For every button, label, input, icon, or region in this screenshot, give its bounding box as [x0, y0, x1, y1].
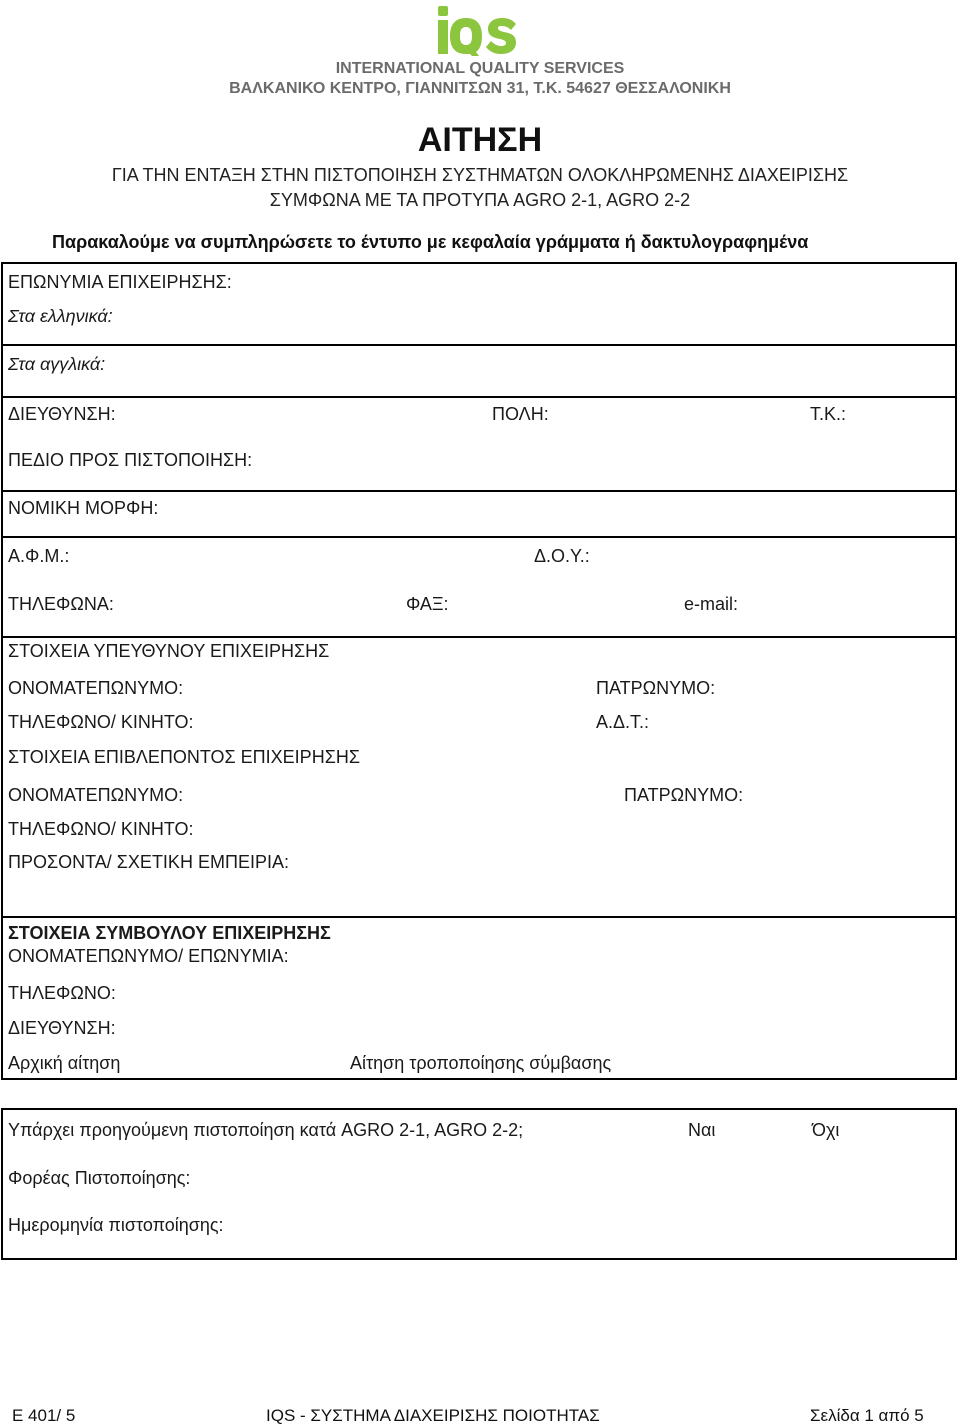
- previous-certification-yes-option[interactable]: Ναι: [688, 1120, 716, 1140]
- vat-number-field[interactable]: Α.Φ.Μ.:: [8, 546, 70, 566]
- responsible-fathers-name-field[interactable]: ΠΑΤΡΩΝΥΜΟ:: [596, 678, 716, 698]
- responsible-phone-field[interactable]: ΤΗΛΕΦΩΝΟ/ ΚΙΝΗΤΟ:: [8, 712, 194, 732]
- divider: [1, 344, 957, 346]
- email-field[interactable]: e-mail:: [684, 594, 739, 614]
- page-number: Σελίδα 1 από 5: [810, 1406, 924, 1425]
- footer-system-name: IQS - ΣΥΣΤΗΜΑ ΔΙΑΧΕΙΡΙΣΗΣ ΠΟΙΟΤΗΤΑΣ: [266, 1406, 600, 1425]
- iqs-logo: [436, 4, 522, 56]
- supervisor-fathers-name-field[interactable]: ΠΑΤΡΩΝΥΜΟ:: [624, 785, 744, 805]
- divider: [1, 636, 957, 638]
- responsible-fullname-field[interactable]: ΟΝΟΜΑΤΕΠΩΝΥΜΟ:: [8, 678, 184, 698]
- certification-scope-field[interactable]: ΠΕΔΙΟ ΠΡΟΣ ΠΙΣΤΟΠΟΙΗΣΗ:: [8, 450, 253, 470]
- form-code: Ε 401/ 5: [12, 1406, 76, 1425]
- supervisor-qualifications-field[interactable]: ΠΡΟΣΟΝΤΑ/ ΣΧΕΤΙΚΗ ΕΜΠΕΙΡΙΑ:: [8, 852, 289, 872]
- consultant-name-field[interactable]: ΟΝΟΜΑΤΕΠΩΝΥΜΟ/ ΕΠΩΝΥΜΙΑ:: [8, 946, 289, 966]
- company-name-greek-field[interactable]: Στα ελληνικά:: [8, 306, 113, 326]
- company-name-english-field[interactable]: Στα αγγλικά:: [8, 354, 106, 374]
- consultant-heading: ΣΤΟΙΧΕΙΑ ΣΥΜΒΟΥΛΟΥ ΕΠΙΧΕΙΡΗΣΗΣ: [8, 923, 331, 943]
- certification-date-field[interactable]: Ημερομηνία πιστοποίησης:: [8, 1215, 224, 1235]
- form-subtitle-1: ΓΙΑ ΤΗΝ ΕΝΤΑΞΗ ΣΤΗΝ ΠΙΣΤΟΠΟΙΗΣΗ ΣΥΣΤΗΜΑΤΩΝ ΟΛΟΚΛΗΡΩΜΕΝΗΣ ΔΙΑΧΕΙΡΙΣΗΣ: [111, 165, 849, 185]
- fax-field[interactable]: ΦΑΞ:: [406, 594, 449, 614]
- previous-certification-no-option[interactable]: Όχι: [812, 1120, 840, 1140]
- company-address: ΒΑΛΚΑΝΙΚΟ ΚΕΝΤΡΟ, ΓΙΑΝΝΙΤΣΩΝ 31, Τ.Κ. 54627 ΘΕΣΣΑΛΟΝΙΚΗ: [229, 80, 731, 97]
- company-name: INTERNATIONAL QUALITY SERVICES: [335, 60, 625, 77]
- supervisor-phone-field[interactable]: ΤΗΛΕΦΩΝΟ/ ΚΙΝΗΤΟ:: [8, 819, 194, 839]
- divider: [1, 396, 957, 398]
- divider: [1, 490, 957, 492]
- legal-form-field[interactable]: ΝΟΜΙΚΗ ΜΟΡΦΗ:: [8, 498, 159, 518]
- responsible-id-field[interactable]: Α.Δ.Τ.:: [596, 712, 650, 732]
- divider: [1, 536, 957, 538]
- initial-application-option[interactable]: Αρχική αίτηση: [8, 1053, 121, 1073]
- fill-instruction: Παρακαλούμε να συμπληρώσετε το έντυπο με κεφαλαία γράμματα ή δακτυλογραφημένα: [52, 232, 809, 252]
- form-subtitle-2: ΣΥΜΦΩΝΑ ΜΕ ΤΑ ΠΡΟΤΥΠΑ AGRO 2-1, AGRO 2-2: [269, 190, 691, 210]
- contract-modification-option[interactable]: Αίτηση τροποποίησης σύμβασης: [350, 1053, 612, 1073]
- responsible-heading: ΣΤΟΙΧΕΙΑ ΥΠΕΥΘΥΝΟΥ ΕΠΙΧΕΙΡΗΣΗΣ: [8, 641, 330, 661]
- consultant-address-field[interactable]: ΔΙΕΥΘΥΝΣΗ:: [8, 1018, 116, 1038]
- tax-office-field[interactable]: Δ.Ο.Υ.:: [534, 546, 590, 566]
- city-field[interactable]: ΠΟΛΗ:: [492, 404, 549, 424]
- previous-certification-question: Υπάρχει προηγούμενη πιστοποίηση κατά AGRO 2-1, AGRO 2-2;: [8, 1120, 524, 1140]
- supervisor-fullname-field[interactable]: ΟΝΟΜΑΤΕΠΩΝΥΜΟ:: [8, 785, 184, 805]
- certification-body-field[interactable]: Φορέας Πιστοποίησης:: [8, 1168, 191, 1188]
- supervisor-heading: ΣΤΟΙΧΕΙΑ ΕΠΙΒΛΕΠΟΝΤΟΣ ΕΠΙΧΕΙΡΗΣΗΣ: [8, 747, 360, 767]
- phones-field[interactable]: ΤΗΛΕΦΩΝΑ:: [8, 594, 114, 614]
- company-name-label: ΕΠΩΝΥΜΙΑ ΕΠΙΧΕΙΡΗΣΗΣ:: [8, 272, 232, 292]
- address-field[interactable]: ΔΙΕΥΘΥΝΣΗ:: [8, 404, 116, 424]
- postcode-field[interactable]: Τ.Κ.:: [810, 404, 847, 424]
- consultant-phone-field[interactable]: ΤΗΛΕΦΩΝΟ:: [8, 983, 116, 1003]
- form-title: ΑΙΤΗΣΗ: [417, 121, 543, 159]
